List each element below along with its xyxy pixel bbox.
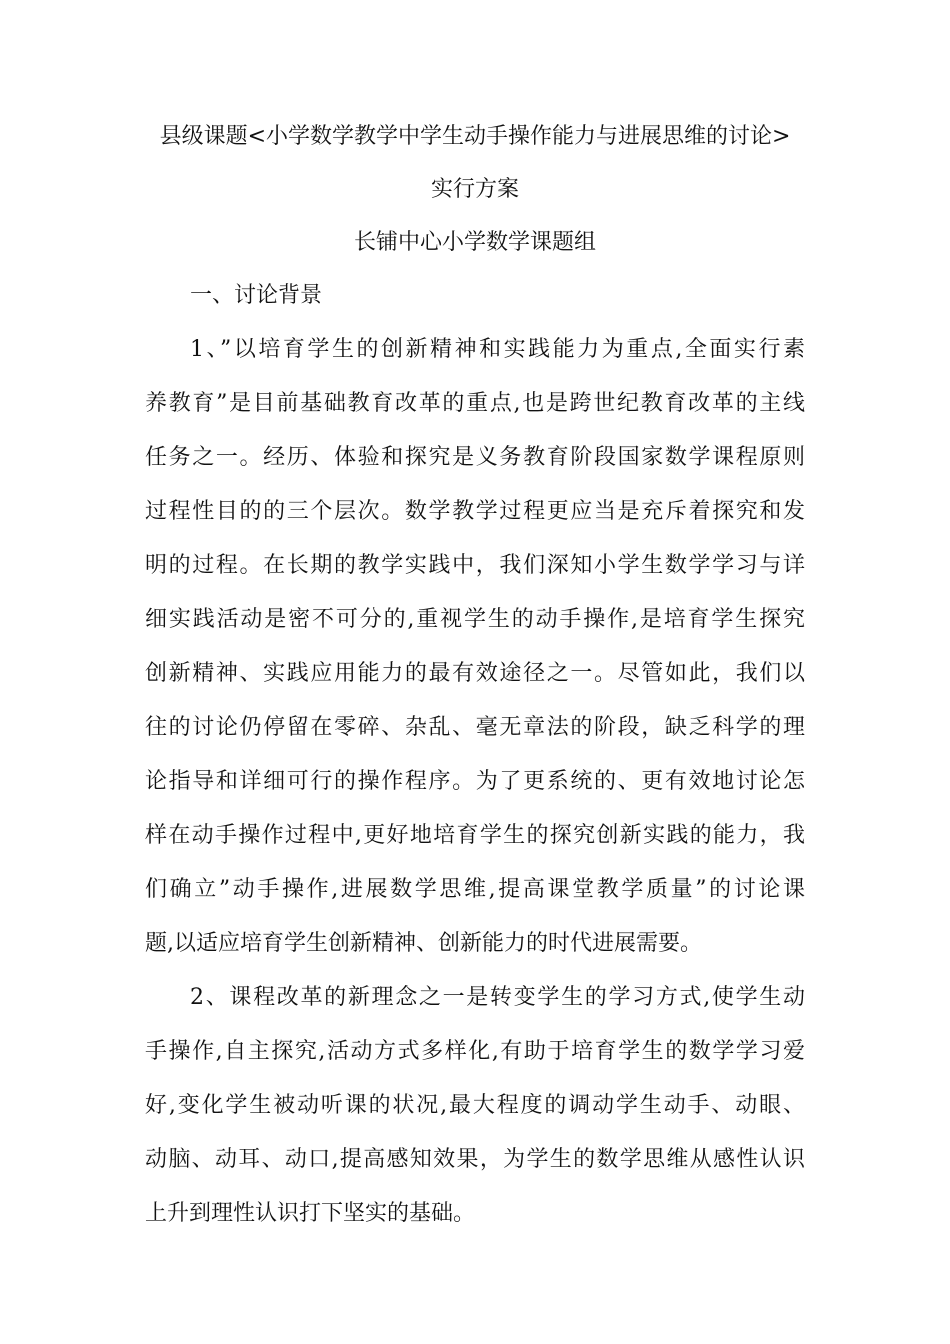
paragraph-line: 们确立”动手操作,进展数学思维,提高课堂教学质量”的讨论课: [145, 877, 805, 902]
paragraph-line: 样在动手操作过程中,更好地培育学生的探究创新实践的能力，我: [145, 823, 805, 848]
paragraph-line: 好,变化学生被动听课的状况,最大程度的调动学生动手、动眼、: [145, 1093, 805, 1118]
paragraph-line: 手操作,自主探究,活动方式多样化,有助于培育学生的数学学习爱: [145, 1039, 805, 1064]
paragraph-line: 细实践活动是密不可分的,重视学生的动手操作,是培育学生探究: [145, 607, 805, 632]
paragraph-line: 养教育”是目前基础教育改革的重点,也是跨世纪教育改革的主线: [145, 391, 805, 416]
paragraph-line: 题,以适应培育学生创新精神、创新能力的时代进展需要。: [145, 931, 702, 956]
paragraph-line: 过程性目的的三个层次。数学教学过程更应当是充斥着探究和发: [145, 499, 805, 524]
paragraph-line: 2、课程改革的新理念之一是转变学生的学习方式,使学生动: [190, 985, 805, 1010]
paragraph-line: 往的讨论仍停留在零碎、杂乱、毫无章法的阶段，缺乏科学的理: [145, 715, 805, 740]
document-subtitle: 实行方案: [430, 177, 519, 202]
paragraph-line: 明的过程。在长期的教学实践中，我们深知小学生数学学习与详: [145, 553, 805, 578]
section-heading: 一、讨论背景: [190, 283, 323, 308]
paragraph-line: 任务之一。经历、体验和探究是义务教育阶段国家数学课程原则: [145, 445, 805, 470]
paragraph-line: 创新精神、实践应用能力的最有效途径之一。尽管如此，我们以: [145, 661, 805, 686]
paragraph-line: 论指导和详细可行的操作程序。为了更系统的、更有效地讨论怎: [145, 769, 805, 794]
document-author-group: 长铺中心小学数学课题组: [353, 230, 596, 255]
paragraph-line: 1、”以培育学生的创新精神和实践能力为重点,全面实行素: [190, 337, 805, 362]
document-title: 县级课题<小学数学教学中学生动手操作能力与进展思维的讨论>: [159, 124, 791, 149]
paragraph-line: 上升到理性认识打下坚实的基础。: [145, 1201, 476, 1226]
paragraph-line: 动脑、动耳、动口,提高感知效果，为学生的数学思维从感性认识: [145, 1147, 805, 1172]
